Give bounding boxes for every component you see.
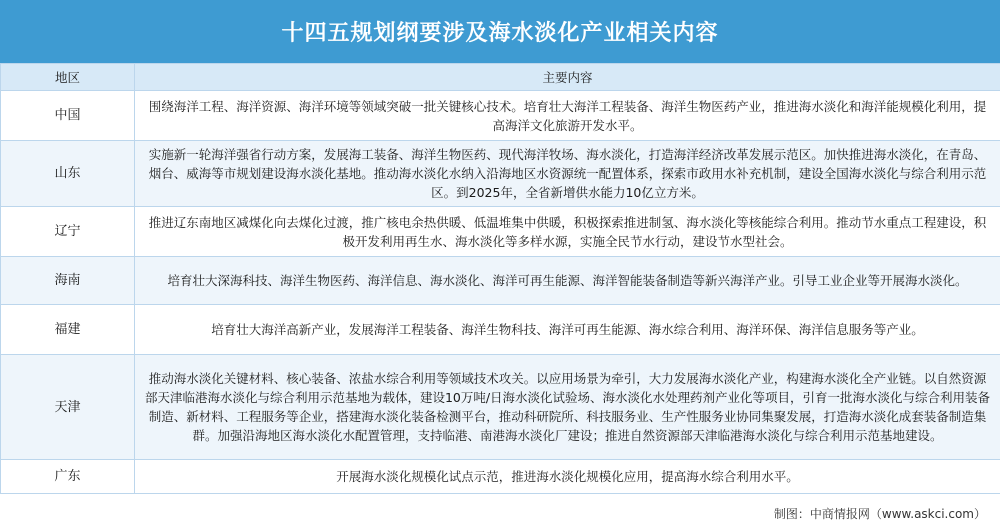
region-cell: 天津 <box>1 355 135 460</box>
content-cell: 培育壮大深海科技、海洋生物医药、海洋信息、海水淡化、海洋可再生能源、海洋智能装备制造等新兴海洋产业。引导工业企业等开展海水淡化。 <box>135 257 1000 305</box>
table-row-shandong <box>1 141 1000 207</box>
content-cell: 培育壮大海洋高新产业，发展海洋工程装备、海洋生物科技、海洋可再生能源、海水综合利用、海洋环保、海洋信息服务等产业。 <box>135 305 1000 355</box>
region-cell: 海南 <box>1 257 135 305</box>
content-cell: 开展海水淡化规模化试点示范，推进海水淡化规模化应用，提高海水综合利用水平。 <box>135 460 1000 494</box>
table-header-row <box>1 64 1000 91</box>
region-cell: 中国 <box>1 91 135 141</box>
policy-table <box>0 63 1000 494</box>
region-cell: 辽宁 <box>1 207 135 257</box>
table-row-tianjin <box>1 355 1000 460</box>
column-header-region: 地区 <box>1 64 135 91</box>
region-cell: 广东 <box>1 460 135 494</box>
table-row-hainan <box>1 257 1000 305</box>
table-row-china <box>1 91 1000 141</box>
content-cell: 实施新一轮海洋强省行动方案，发展海工装备、海洋生物医药、现代海洋牧场、海水淡化，打造海洋经济改革发展示范区。加快推进海水淡化，在青岛、烟台、威海等市规划建设海水淡化基地。推动海水淡化水纳入沿海地区水资源统一配置体系，探索市政用水补充机制，建设全国海水淡化与综合利用示范区。到2025年，全省新增供水能力10亿立方米。 <box>135 141 1000 207</box>
content-cell: 推动海水淡化关键材料、核心装备、浓盐水综合利用等领域技术攻关。以应用场景为牵引，大力发展海水淡化产业，构建海水淡化全产业链。以自然资源部天津临港海水淡化与综合利用示范基地为载体，建设10万吨/日海水淡化试验场、海水淡化水处理药剂产业化等项目，引育一批海水淡化与综合利用装备制造、新材料、工程服务等企业，搭建海水淡化装备检测平台，推动科研院所、科技服务业、生产性服务业协同集聚发展，打造海水淡化成套装备制造集群。加强沿海地区海水淡化水配置管理，支持临港、南港海水淡化厂建设；推进自然资源部天津临港海水淡化与综合利用示范基地建设。 <box>135 355 1000 460</box>
region-cell: 山东 <box>1 141 135 207</box>
region-cell: 福建 <box>1 305 135 355</box>
content-cell: 围绕海洋工程、海洋资源、海洋环境等领域突破一批关键核心技术。培育壮大海洋工程装备、海洋生物医药产业，推进海水淡化和海洋能规模化利用，提高海洋文化旅游开发水平。 <box>135 91 1000 141</box>
source-credit: 制图：中商情报网（www.askci.com） <box>773 507 986 521</box>
column-header-content: 主要内容 <box>135 64 1000 91</box>
content-cell: 推进辽东南地区减煤化向去煤化过渡，推广核电余热供暖、低温堆集中供暖，积极探索推进制氢、海水淡化等核能综合利用。推动节水重点工程建设，积极开发利用再生水、海水淡化等多样水源，实施全民节水行动，建设节水型社会。 <box>135 207 1000 257</box>
page-title: 十四五规划纲要涉及海水淡化产业相关内容 <box>0 0 1000 63</box>
table-row-fujian <box>1 305 1000 355</box>
table-row-liaoning <box>1 207 1000 257</box>
table-row-guangdong <box>1 460 1000 494</box>
